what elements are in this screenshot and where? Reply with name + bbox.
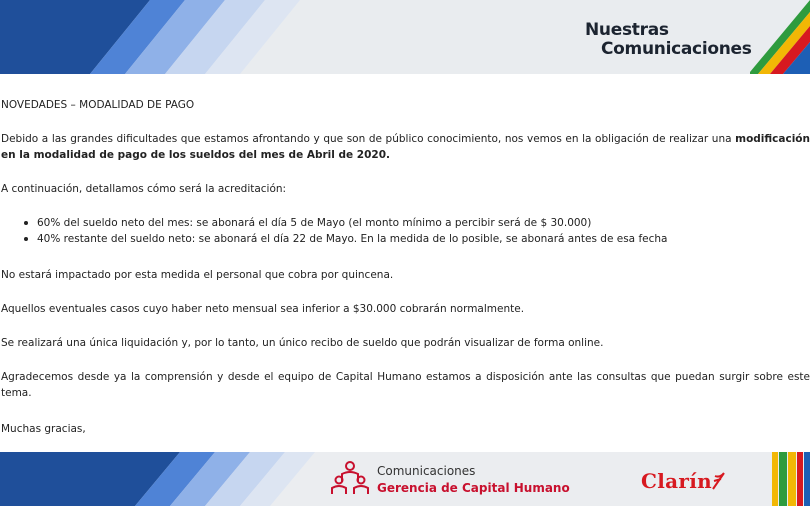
footer-banner: [0, 452, 810, 506]
bullet-item: 60% del sueldo neto del mes: se abonará el día 5 de Mayo (el monto mínimo a percibir será de $ 30.000): [19, 215, 667, 231]
people-group-icon: [330, 460, 370, 498]
header-title-line1: Nuestras: [585, 20, 669, 40]
brand-stripes-icon: [750, 0, 810, 74]
clarin-logo: [641, 469, 726, 493]
paragraph-minimum: Aquellos eventuales casos cuyo haber neto mensual sea inferior a $30.000 cobrarán normalmente.: [1, 303, 525, 315]
paragraph-thanks: Agradecemos desde ya la comprensión y desde el equipo de Capital Humano estamos a disposición ante las consultas que puedan surgir sobre este tema.: [1, 371, 810, 399]
header-decoration: [0, 0, 330, 74]
header-title-line2: Comunicaciones: [601, 39, 752, 59]
paragraph-quincena: No estará impactado por esta medida el personal que cobra por quincena.: [1, 269, 394, 281]
clarin-logo-text: Clarín: [641, 469, 712, 493]
clarin-quill-icon: [712, 472, 726, 490]
header-title: [585, 21, 752, 59]
header-banner: [0, 0, 810, 74]
message-heading: NOVEDADES – MODALIDAD DE PAGO: [1, 99, 195, 111]
footer-stripes-icon: [772, 452, 810, 506]
paragraph-intro-bold: modificación en la modalidad de pago de los sueldos del mes de Abril de 2020.: [1, 133, 810, 161]
paragraph-intro: [1, 131, 810, 163]
dept-name: Gerencia de Capital Humano: [377, 481, 570, 495]
payment-bullet-list: [19, 215, 667, 247]
paragraph-intro-text: Debido a las grandes dificultades que estamos afrontando y que son de público conocimiento, nos vemos en la obligación de realizar una: [1, 133, 736, 145]
paragraph-liquidation: Se realizará una única liquidación y, por lo tanto, un único recibo de sueldo que podrán visualizar de forma online.: [1, 337, 604, 349]
bullet-item: 40% restante del sueldo neto: se abonará el día 22 de Mayo. En la medida de lo posible, se abonará antes de esa fecha: [19, 231, 667, 247]
paragraph-detail-intro: A continuación, detallamos cómo será la acreditación:: [1, 183, 287, 195]
closing-text: Muchas gracias,: [1, 423, 86, 435]
footer-decoration: [0, 452, 330, 506]
dept-label: Comunicaciones: [377, 464, 476, 478]
